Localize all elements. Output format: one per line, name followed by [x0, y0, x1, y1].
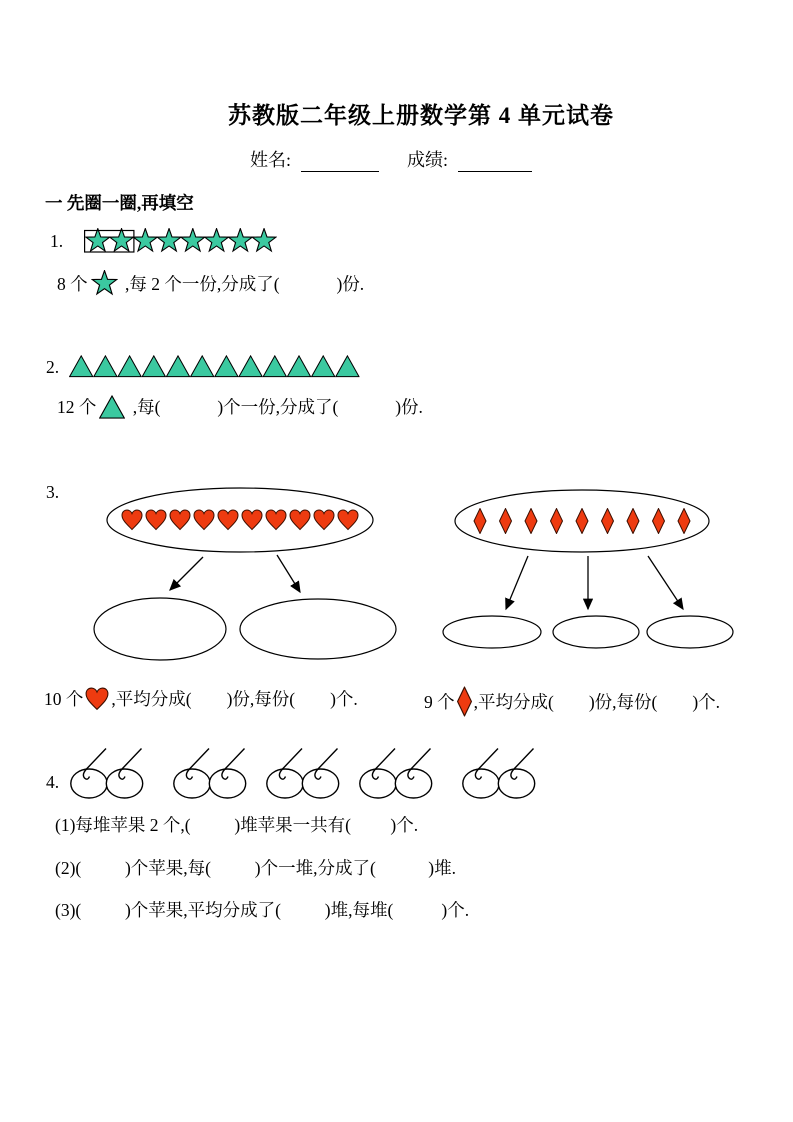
- q3-right-text-after: ,平均分成( )份,每份( )个.: [473, 692, 721, 712]
- q3-grouping-figure: [40, 483, 753, 669]
- score-label: 成绩:: [407, 150, 449, 170]
- q2-text-after: ,每( )个一份,分成了( )份.: [128, 397, 423, 417]
- triangle-icon: [99, 395, 125, 419]
- name-label: 姓名:: [250, 150, 292, 170]
- page-title: 苏教版二年级上册数学第 4 单元试卷: [228, 103, 614, 128]
- q2-text: [57, 394, 423, 419]
- score-blank: [458, 153, 532, 172]
- q4-subquestion-2: (2)( )个苹果,每( )个一堆,分成了( )堆.: [55, 858, 456, 878]
- q3-right-text-before: 9 个: [424, 692, 455, 712]
- q3-left-text: [44, 686, 358, 711]
- q4-apples-figure: [64, 747, 544, 801]
- q1-text-before: 8 个: [57, 274, 88, 294]
- q3-right-text: [424, 686, 720, 717]
- q2-text-before: 12 个: [57, 397, 97, 417]
- q2-triangle-row-figure: [69, 354, 365, 379]
- diamond-icon: [457, 686, 472, 717]
- q1-text-after: ,每 2 个一份,分成了( )份.: [120, 274, 365, 294]
- q3-number: 3.: [46, 482, 60, 502]
- section-heading: 一 先圈一圈,再填空: [45, 193, 194, 213]
- q2-number: 2.: [46, 357, 60, 377]
- q4-number: 4.: [46, 772, 60, 792]
- q3-left-text-after: ,平均分成( )份,每份( )个.: [111, 689, 358, 709]
- q4-subquestion-1: (1)每堆苹果 2 个,( )堆苹果一共有( )个.: [55, 815, 419, 835]
- q3-left-text-before: 10 个: [44, 689, 84, 709]
- q1-star-row-figure: [84, 226, 286, 260]
- q4-subquestion-3: (3)( )个苹果,平均分成了( )堆,每堆( )个.: [55, 900, 470, 920]
- q1-number: 1.: [50, 231, 64, 251]
- heart-icon: [85, 687, 109, 711]
- star-icon: [91, 270, 118, 297]
- q1-text: [57, 270, 364, 297]
- name-blank: [301, 153, 379, 172]
- name-score-line: [250, 146, 532, 172]
